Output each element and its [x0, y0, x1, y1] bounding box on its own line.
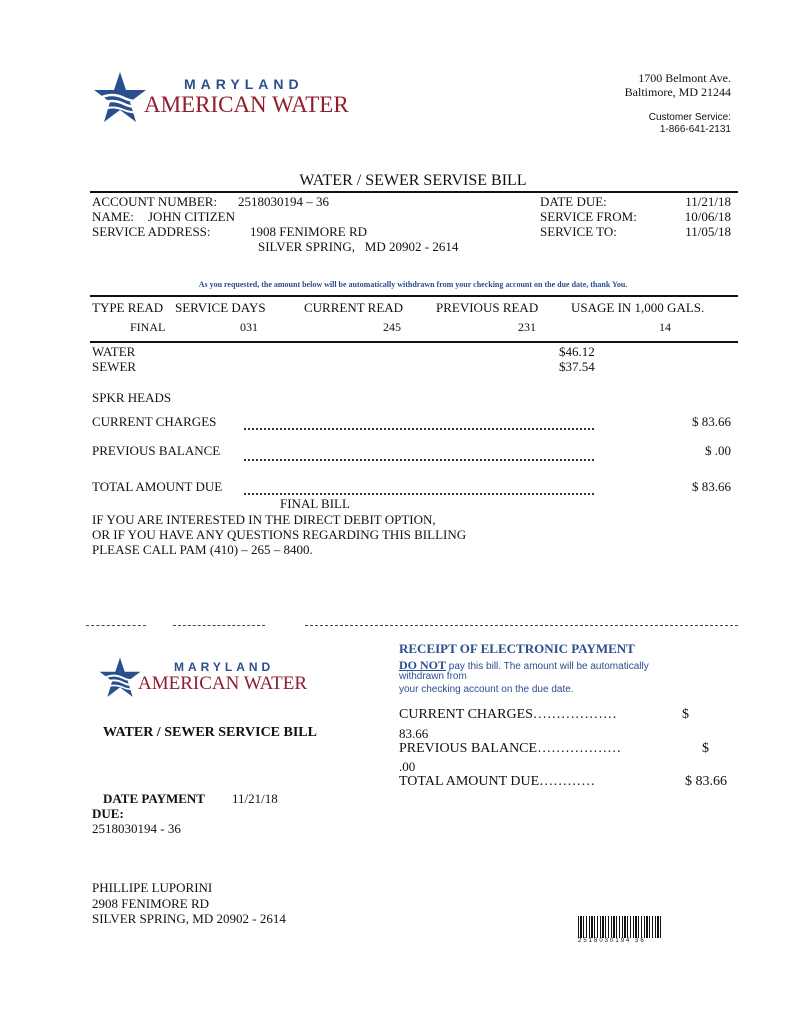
logo-line2: AMERICAN WATER — [144, 92, 349, 117]
payer-address-line2: SILVER SPRING, MD 20902 - 2614 — [92, 911, 286, 926]
current-charges-label: CURRENT CHARGES — [92, 414, 217, 429]
service-to-label: SERVICE TO: — [540, 224, 617, 239]
do-not-label: DO NOT — [399, 658, 447, 672]
water-value: $46.12 — [559, 344, 595, 359]
sewer-value: $37.54 — [559, 359, 595, 374]
stub-star-logo-icon — [98, 656, 142, 700]
tear-line-3 — [305, 625, 738, 626]
service-address-line2: SILVER SPRING, MD 20902 - 2614 — [258, 239, 459, 254]
date-due-value: 11/21/18 — [685, 194, 731, 209]
tear-line-2 — [173, 625, 265, 626]
service-address-label: SERVICE ADDRESS: — [92, 224, 211, 239]
final-bill-label: FINAL BILL — [280, 496, 350, 511]
customer-service-label: Customer Service: — [648, 112, 731, 123]
header-previous-read: PREVIOUS READ — [436, 300, 539, 315]
sewer-label: SEWER — [92, 359, 137, 374]
payer-name: PHILLIPE LUPORINI — [92, 880, 213, 895]
tear-line-1 — [86, 625, 146, 626]
row-type-read: FINAL — [130, 320, 166, 334]
stub-current-dollar: $ — [682, 707, 689, 722]
header-usage: USAGE IN 1,000 GALS. — [571, 300, 705, 315]
previous-balance-leader — [244, 459, 594, 461]
customer-service-phone: 1-866-641-2131 — [659, 124, 731, 135]
name-label: NAME: — [92, 209, 134, 224]
autopay-notice: As you requested, the amount below will be automatically withdrawn from your checking account on the due date, thank You. — [198, 280, 628, 289]
total-due-label: TOTAL AMOUNT DUE — [92, 479, 223, 494]
company-address-line2: Baltimore, MD 21244 — [624, 85, 731, 99]
service-from-label: SERVICE FROM: — [540, 209, 637, 224]
account-number-value: 2518030194 – 36 — [238, 194, 329, 209]
stub-logo-line2: AMERICAN WATER — [138, 673, 308, 694]
stub-bill-title: WATER / SEWER SERVICE BILL — [103, 725, 317, 740]
company-address-line1: 1700 Belmont Ave. — [638, 71, 731, 85]
barcode — [578, 916, 662, 938]
stub-logo-line1: MARYLAND — [174, 660, 275, 674]
stub-previous-value: .00 — [399, 759, 416, 774]
receipt-text-2: withdrawn from — [399, 671, 467, 682]
row-previous-read: 231 — [518, 320, 536, 334]
water-label: WATER — [92, 344, 136, 359]
receipt-text-1: pay this bill. The amount will be automatically — [446, 661, 649, 672]
star-logo-icon — [92, 70, 148, 126]
stub-current-value: 83.66 — [399, 726, 429, 741]
stub-account-number: 2518030194 - 36 — [92, 821, 181, 836]
stub-previous-label: PREVIOUS BALANCE……………… — [399, 741, 622, 756]
date-payment-label: DATE PAYMENT — [103, 791, 205, 806]
total-due-value: $ 83.66 — [692, 479, 731, 494]
row-current-read: 245 — [383, 320, 401, 334]
row-service-days: 031 — [240, 320, 258, 334]
service-address-line1: 1908 FENIMORE RD — [250, 224, 368, 239]
stub-company-logo — [98, 656, 318, 700]
info-line-2: OR IF YOU HAVE ANY QUESTIONS REGARDING THIS BILLING — [92, 527, 467, 542]
date-due-label: DATE DUE: — [540, 194, 607, 209]
previous-balance-value: $ .00 — [705, 443, 731, 458]
account-number-label: ACCOUNT NUMBER: — [92, 194, 218, 209]
info-line-1: IF YOU ARE INTERESTED IN THE DIRECT DEBIT OPTION, — [92, 512, 436, 527]
company-logo — [92, 70, 352, 126]
header-service-days: SERVICE DAYS — [175, 300, 266, 315]
table-divider — [90, 341, 738, 343]
title-divider — [90, 191, 738, 193]
current-charges-value: $ 83.66 — [692, 414, 731, 429]
row-usage: 14 — [659, 320, 671, 334]
header-type-read: TYPE READ — [92, 300, 164, 315]
stub-previous-dollar: $ — [702, 741, 709, 756]
date-payment-value: 11/21/18 — [232, 791, 278, 806]
logo-line1: MARYLAND — [184, 76, 304, 92]
receipt-text-3: your checking account on the due date. — [399, 684, 574, 695]
service-from-value: 10/06/18 — [684, 209, 731, 224]
due-label: DUE: — [92, 806, 124, 821]
payer-address-line1: 2908 FENIMORE RD — [92, 896, 210, 911]
current-charges-leader — [244, 428, 594, 430]
spkr-heads-label: SPKR HEADS — [92, 390, 172, 405]
stub-total-label: TOTAL AMOUNT DUE………… — [399, 774, 596, 789]
service-to-value: 11/05/18 — [685, 224, 731, 239]
notice-divider — [90, 295, 738, 297]
stub-total-value: $ 83.66 — [685, 774, 727, 789]
header-current-read: CURRENT READ — [304, 300, 404, 315]
barcode-number: 2518030194 36 — [578, 938, 646, 944]
bill-title: WATER / SEWER SERVISE BILL — [299, 172, 527, 189]
info-line-3: PLEASE CALL PAM (410) – 265 – 8400. — [92, 542, 313, 557]
total-due-leader — [244, 493, 594, 495]
previous-balance-label: PREVIOUS BALANCE — [92, 443, 221, 458]
name-value: JOHN CITIZEN — [148, 209, 236, 224]
stub-current-label: CURRENT CHARGES……………… — [399, 707, 617, 722]
receipt-title: RECEIPT OF ELECTRONIC PAYMENT — [399, 641, 635, 656]
